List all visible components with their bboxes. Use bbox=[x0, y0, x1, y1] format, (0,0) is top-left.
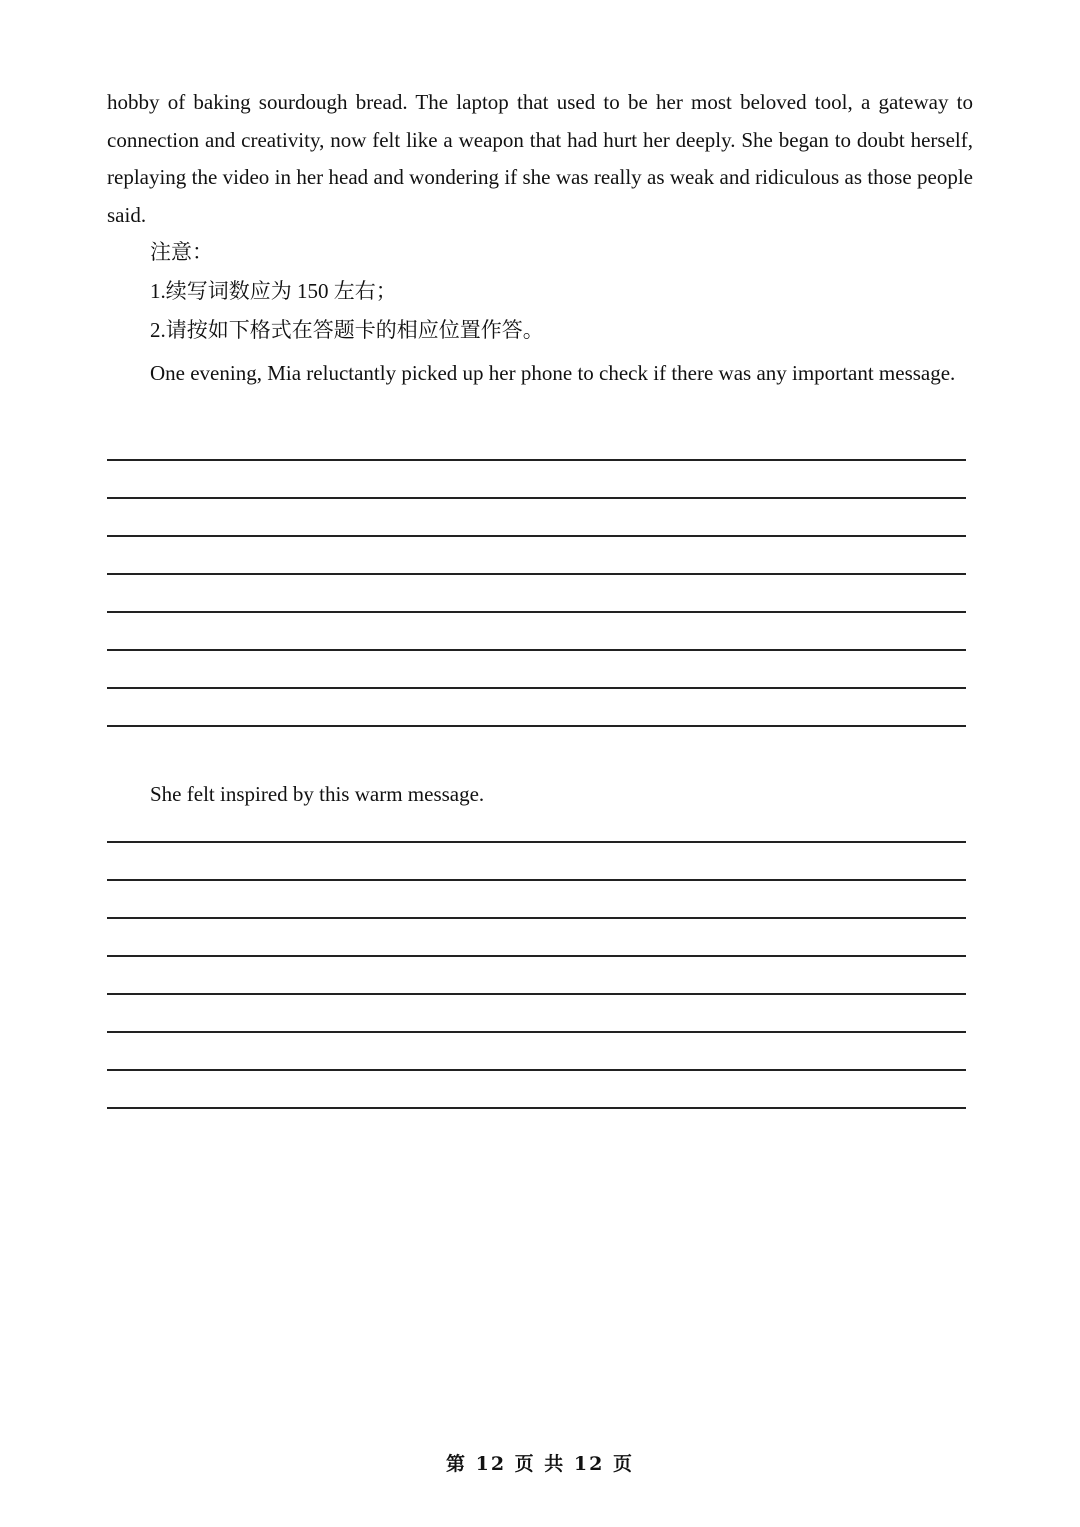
writing-line[interactable] bbox=[107, 535, 966, 537]
writing-line[interactable] bbox=[107, 879, 966, 881]
writing-line[interactable] bbox=[107, 917, 966, 919]
writing-line[interactable] bbox=[107, 725, 966, 727]
paragraph-2-opening: She felt inspired by this warm message. bbox=[150, 782, 485, 806]
writing-line[interactable] bbox=[107, 955, 966, 957]
writing-line[interactable] bbox=[107, 459, 966, 461]
writing-line[interactable] bbox=[107, 573, 966, 575]
writing-line[interactable] bbox=[107, 1069, 966, 1071]
note-item-format: 2.请按如下格式在答题卡的相应位置作答。 bbox=[150, 318, 544, 342]
story-passage: hobby of baking sourdough bread. The laptop that used to be her most beloved tool, a gateway to connection and creativity, now felt like a weapon that had hurt her deeply. She began to doubt herself, replaying the video in her head and wondering if she was really as weak and ridiculous as those people said. bbox=[107, 90, 973, 227]
writing-line[interactable] bbox=[107, 841, 966, 843]
writing-line[interactable] bbox=[107, 649, 966, 651]
page-number-footer: 第 12 页 共 12 页 bbox=[446, 1453, 634, 1475]
writing-line[interactable] bbox=[107, 1107, 966, 1109]
notes-heading: 注意： bbox=[150, 240, 213, 264]
writing-line[interactable] bbox=[107, 993, 966, 995]
writing-line[interactable] bbox=[107, 687, 966, 689]
note-item-word-count: 1.续写词数应为 150 左右； bbox=[150, 279, 397, 303]
writing-line[interactable] bbox=[107, 611, 966, 613]
paragraph-1-opening: One evening, Mia reluctantly picked up her phone to check if there was any important message. bbox=[150, 361, 956, 385]
writing-line[interactable] bbox=[107, 1031, 966, 1033]
writing-line[interactable] bbox=[107, 497, 966, 499]
